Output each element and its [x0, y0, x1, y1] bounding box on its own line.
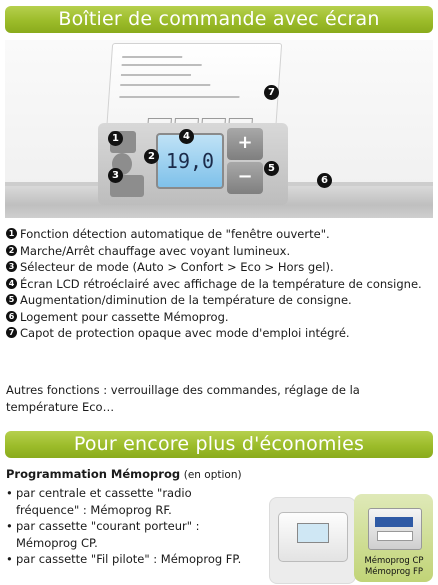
list-item: [6, 485, 268, 502]
feature-text: Marche/Arrêt chauffage avec voyant lumineux.: [20, 243, 291, 258]
cassette-slot: [377, 531, 413, 541]
feature-text: Augmentation/diminution de la température de consigne.: [20, 293, 352, 307]
callout-3: 3: [108, 168, 123, 183]
other-functions-text: Autres fonctions : verrouillage des commandes, réglage de la température Eco…: [6, 383, 360, 414]
programming-title: Programmation Mémoprog: [6, 467, 181, 481]
number-badge: 3: [6, 261, 17, 272]
cassette-device: [368, 508, 422, 550]
cover-text-line: [122, 56, 182, 58]
list-item: [6, 325, 432, 342]
list-item: [6, 309, 432, 326]
section-title-savings: Pour encore plus d'économies: [5, 431, 433, 458]
programming-options-list: [6, 485, 268, 568]
programmer-screen: [297, 523, 329, 543]
caption-line: Mémoprog FP: [364, 567, 424, 577]
callout-5: 5: [264, 161, 279, 176]
feature-text: Écran LCD rétroéclairé avec affichage de la température de consigne.: [20, 276, 422, 291]
callout-1: 1: [108, 131, 123, 146]
programmer-device: [278, 512, 348, 562]
bullet-line: par cassette "Fil pilote" : Mémoprog FP.: [16, 552, 242, 566]
bullet-line: fréquence" : Mémoprog RF.: [16, 502, 172, 517]
list-item: [6, 259, 432, 276]
lcd-screen: 19,0: [156, 133, 224, 189]
cassette-label: [375, 517, 413, 527]
number-badge: 4: [6, 278, 17, 289]
list-item: [6, 518, 268, 535]
list-item: [6, 226, 432, 243]
number-badge: 1: [6, 228, 17, 239]
cassette-caption: [356, 556, 432, 578]
feature-text: Fonction détection automatique de "fenêtre ouverte".: [20, 227, 330, 241]
callout-7: 7: [264, 85, 279, 100]
increase-button[interactable]: +: [227, 128, 263, 160]
caption-line: Mémoprog CP: [364, 556, 424, 566]
feature-list: [6, 226, 432, 342]
memoprog-cassette-image: [354, 494, 433, 582]
control-box-photo: [5, 40, 433, 218]
cover-text-line: [122, 64, 202, 66]
memoprog-rf-image: [269, 497, 356, 584]
list-item: [6, 551, 268, 568]
programming-heading: [6, 467, 242, 481]
list-item: [6, 276, 432, 293]
number-badge: 7: [6, 327, 17, 338]
cover-text-line: [119, 96, 239, 98]
section-title-control-box: Boîtier de commande avec écran: [5, 6, 433, 33]
cover-text-line: [120, 84, 210, 86]
callout-4: 4: [179, 129, 194, 144]
callout-2: 2: [144, 149, 159, 164]
feature-text: Sélecteur de mode (Auto > Confort > Eco > Hors gel).: [20, 260, 334, 274]
bullet-line: par cassette "courant porteur" :: [16, 519, 200, 533]
callout-6: 6: [317, 173, 332, 188]
number-badge: 6: [6, 311, 17, 322]
bullet-line: par centrale et cassette "radio: [16, 486, 192, 500]
feature-text: Logement pour cassette Mémoprog.: [20, 309, 229, 324]
cover-text-line: [121, 74, 191, 76]
list-item: [6, 292, 432, 309]
list-item: [6, 243, 432, 260]
number-badge: 2: [6, 245, 17, 256]
bullet-line: Mémoprog CP.: [16, 535, 98, 550]
feature-text: Capot de protection opaque avec mode d'emploi intégré.: [20, 326, 350, 340]
number-badge: 5: [6, 294, 17, 305]
programming-option: (en option): [183, 469, 242, 481]
decrease-button[interactable]: −: [227, 162, 263, 194]
